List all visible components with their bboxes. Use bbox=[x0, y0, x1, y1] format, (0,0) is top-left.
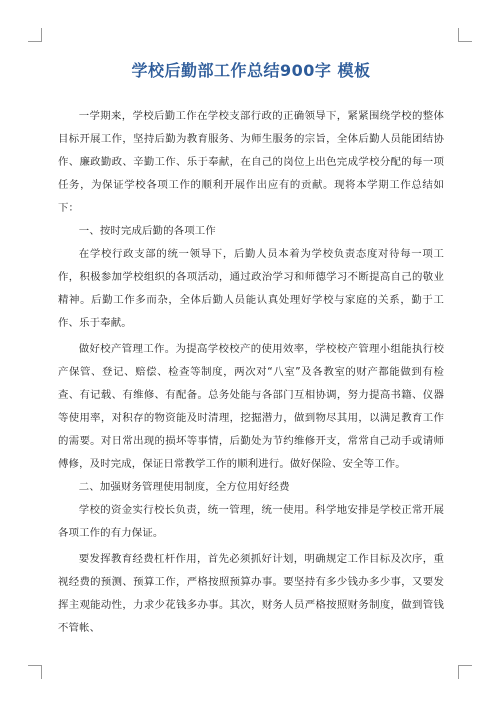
corner-mark-top-right bbox=[458, 28, 472, 42]
corner-mark-bottom-right bbox=[458, 665, 472, 679]
section-2-paragraph-1: 学校的资金实行校长负责，统一管理，统一使用。科学地安排是学校正常开展各项工作的有力保证。 bbox=[58, 504, 444, 539]
document-page bbox=[58, 58, 444, 640]
section-2-heading: 二、加强财务管理使用制度，全方位用好经费 bbox=[78, 481, 290, 493]
intro-paragraph: 一学期来，学校后勤工作在学校支部行政的正确领导下，紧紧围绕学校的整体目标开展工作，坚持后勤为教育服务、为师生服务的宗旨，全体后勤人员能团结协作、廉政勤政、辛勤工作、乐于奉献，在自己的岗位上出色完成学校分配的每一项任务，为保证学校各项工作的顺利开展作出应有的贡献。现将本学期工作总结如下： bbox=[58, 110, 444, 214]
document-title: 学校后勤部工作总结900字 模板 bbox=[131, 61, 371, 80]
corner-mark-top-left bbox=[28, 28, 42, 42]
section-1-heading: 一、按时完成后勤的各项工作 bbox=[78, 225, 216, 237]
section-2-paragraph-2: 要发挥教育经费杠杆作用，首先必须抓好计划，明确规定工作目标及次序，重视经费的预测、预算工作，严格按照预算办事。要坚持有多少钱办多少事，又要发挥主观能动性，力求少花钱多办事。其次，财务人员严格按照财务制度，做到管钱不管帐、 bbox=[58, 553, 444, 634]
section-1-paragraph-2: 做好校产管理工作。为提高学校校产的使用效率，学校校产管理小组能执行校产保管、登记、赔偿、检查等制度，两次对“八室”及各教室的财产都能做到有检查、有记载、有维修、有配备。总务处能与各部门互相协调，努力提高书籍、仪器等使用率，对积存的物资能及时清理，挖掘潜力，做到物尽其用，以满足教育工作的需要。对日常出现的损坏等事情，后勤处为节约维修开支，常常自己动手或请师傅修，及时完成，保证日常教学工作的顺利进行。做好保险、安全等工作。 bbox=[58, 343, 444, 470]
section-1-paragraph-1: 在学校行政支部的统一领导下，后勤人员本着为学校负责态度对待每一项工作，积极参加学校组织的各项活动，通过政治学习和师德学习不断提高自己的敬业精神。后勤工作多而杂，全体后勤人员能认真处理好学校与家庭的关系，勤于工作、乐于奉献。 bbox=[58, 248, 444, 329]
corner-mark-bottom-left bbox=[28, 665, 42, 679]
